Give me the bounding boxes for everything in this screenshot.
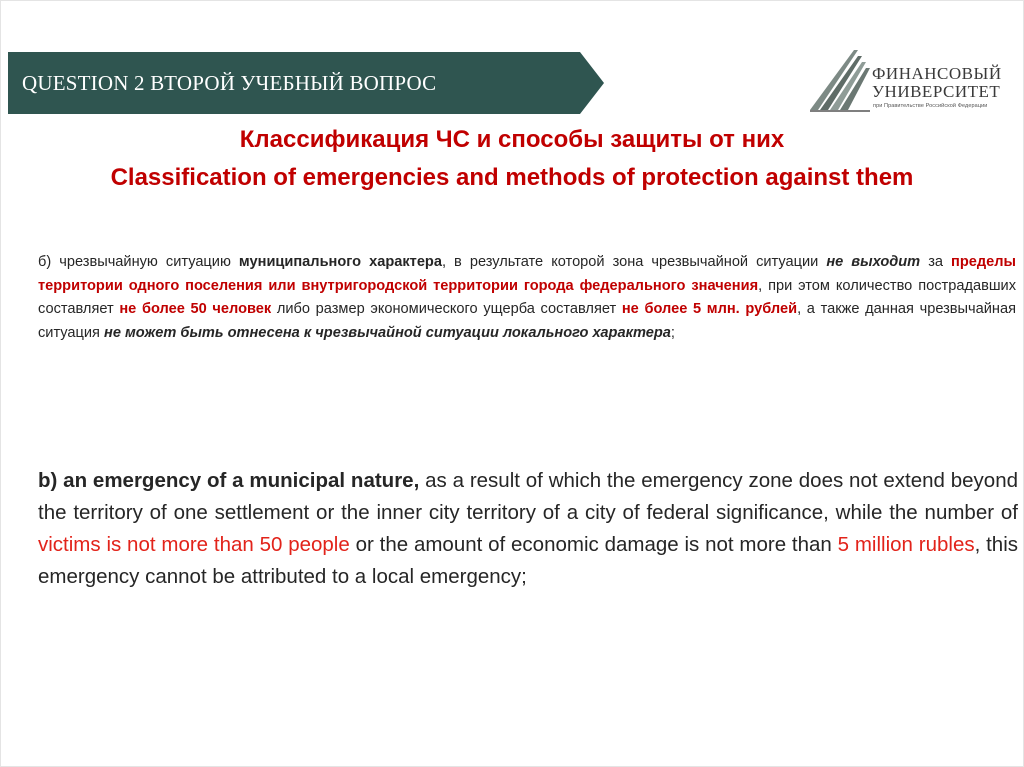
para-en-highlight: victims is not more than 50 people — [38, 533, 350, 556]
logo-line-3: при Правительстве Российской Федерации — [873, 103, 988, 109]
para-ru-bold-italic: не может быть отнесена к чрезвычайной ситуации локального характера — [104, 324, 671, 341]
para-ru-text: , при этом количество пострадавших составляет — [38, 277, 1016, 317]
paragraph-ru — [38, 251, 1016, 345]
para-ru-text: б) чрезвычайную ситуацию — [38, 254, 239, 270]
para-en-bold: b) an emergency of a municipal nature, — [38, 469, 420, 492]
logo-line-2: УНИВЕРСИТЕТ — [872, 82, 1001, 101]
slide-title-ru: Классификация ЧС и способы защиты от них — [239, 126, 785, 153]
banner-title: QUESTION 2 ВТОРОЙ УЧЕБНЫЙ ВОПРОС — [22, 71, 437, 95]
university-logo — [808, 48, 1008, 114]
para-en-text: or the amount of economic damage is not more than — [349, 533, 838, 556]
para-en-highlight: 5 million rubles — [837, 533, 975, 556]
para-ru-text: либо размер экономического ущерба составляет — [271, 301, 622, 317]
para-ru-text: ; — [670, 324, 675, 341]
para-en-text: , this emergency cannot be attributed to a local emergency; — [38, 533, 1019, 588]
para-ru-text: за — [920, 254, 952, 270]
para-ru-bold: муниципального характера — [238, 254, 442, 270]
logo-emblem-icon — [808, 48, 872, 114]
para-en-text: as a result of which the emergency zone does not extend beyond the territory of one settlement or the inner city territory of a city of federal significance, while the number of — [38, 469, 1019, 524]
logo-line-1: ФИНАНСОВЫЙ — [872, 64, 1002, 83]
paragraph-en — [38, 465, 1018, 593]
para-ru-text: , в результате которой зона чрезвычайной ситуации — [441, 254, 827, 270]
slide-title-en: Classification of emergencies and methods of protection against them — [110, 164, 914, 191]
para-ru-highlight: пределы территории одного поселения или внутригородской территории города федерального значения — [38, 254, 1016, 294]
para-ru-highlight: не более 50 человек — [119, 301, 272, 317]
header-banner — [8, 52, 604, 114]
para-ru-bold-italic: не выходит — [826, 254, 921, 270]
para-ru-highlight: не более 5 млн. рублей — [621, 301, 798, 317]
para-ru-text: , а также данная чрезвычайная ситуация — [38, 301, 1016, 341]
